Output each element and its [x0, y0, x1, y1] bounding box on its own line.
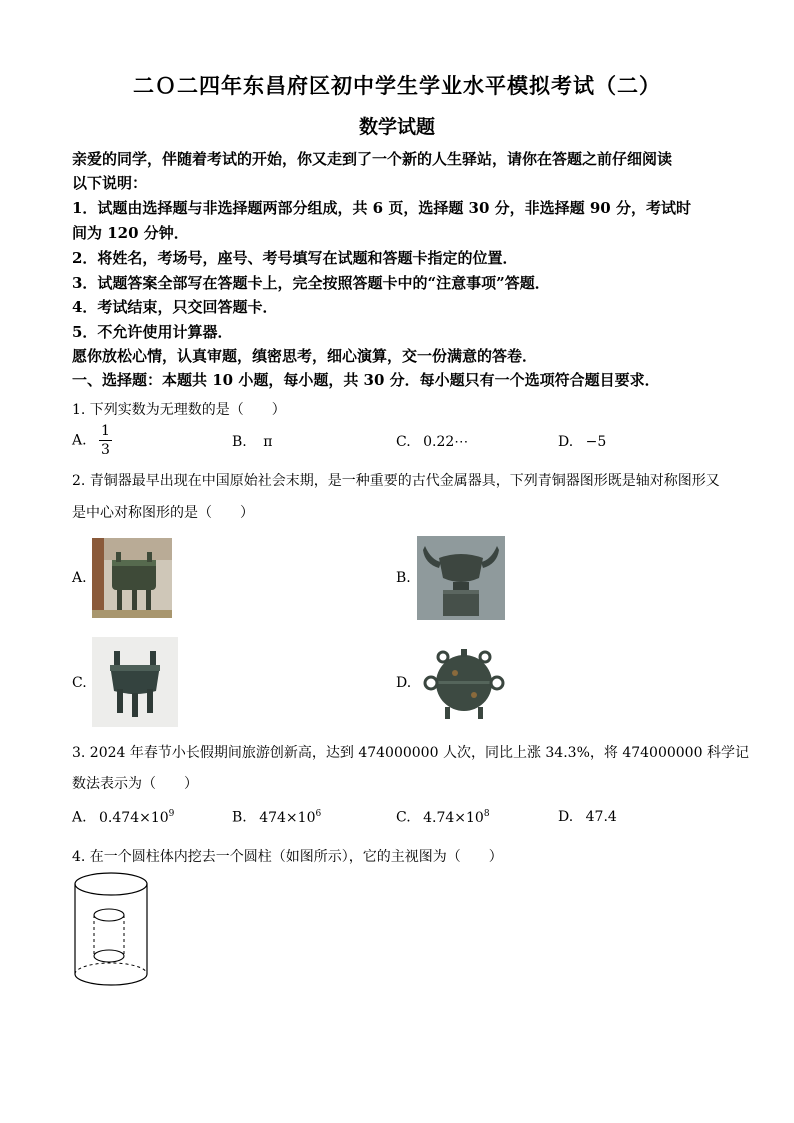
bronze-ding-photo-a [92, 538, 172, 618]
q2-b-label: B. [396, 570, 411, 586]
instruction-1: 1．试题由选择题与非选择题两部分组成，共 6 页，选择题 30 分，非选择题 90 分，考试时 [72, 199, 691, 217]
q1-d-value: −5 [585, 434, 607, 450]
q1-option-a [72, 422, 112, 459]
q3-b-exponent: 6 [315, 809, 322, 819]
q3-d-value: 47.4 [585, 809, 617, 825]
instruction-3: 3．试题答案全部写在答题卡上，完全按照答题卡中的“注意事项”答题． [72, 274, 550, 292]
q3-stem-line-1: 3. 2024 年春节小长假期间旅游创新高，达到 474000000 人次，同比上涨 34.3%，将 474000000 科学记 [72, 745, 749, 761]
q1-a-fraction [99, 422, 112, 459]
q3-option-a [72, 809, 174, 826]
q3-stem-line-2: 数法表示为（ ） [72, 776, 198, 792]
q4-stem: 4. 在一个圆柱体内挖去一个圆柱（如图所示），它的主视图为（ ） [72, 849, 503, 865]
q3-b-base: 474×10 [259, 809, 316, 826]
q3-a-label: A. [72, 809, 87, 826]
instruction-2: 2．将姓名，考场号，座号、考号填写在试题和答题卡指定的位置． [72, 249, 518, 267]
instruction-4: 4．考试结束，只交回答题卡． [72, 298, 278, 316]
q1-option-c [396, 434, 468, 450]
q1-option-b [232, 434, 272, 450]
q1-option-d [558, 434, 606, 450]
q3-a-exponent: 9 [168, 809, 175, 819]
q3-c-exponent: 8 [483, 809, 490, 819]
q3-b-label: B. [232, 809, 247, 826]
q1-a-denominator: 3 [101, 442, 110, 458]
q1-a-numerator: 1 [101, 423, 110, 439]
q2-stem-line-1: 2. 青铜器最早出现在中国原始社会末期，是一种重要的古代金属器具，下列青铜器图形既是轴对称图形又 [72, 473, 720, 489]
q1-d-label: D. [558, 434, 574, 450]
q3-c-base: 4.74×10 [423, 809, 484, 826]
q3-c-label: C. [396, 809, 411, 826]
bronze-dui-photo-d [419, 637, 509, 727]
bronze-vessel-photo-b [417, 536, 505, 620]
wish-text: 愿你放松心情，认真审题，缜密思考，细心演算，交一份满意的答卷． [72, 347, 538, 365]
q1-c-label: C. [396, 434, 411, 450]
q3-option-b [232, 809, 321, 826]
page-subtitle: 数学试题 [358, 116, 435, 138]
q1-stem: 1. 下列实数为无理数的是（ ） [72, 402, 286, 418]
intro-line-1: 亲爱的同学，伴随着考试的开始，你又走到了一个新的人生驿站，请你在答题之前仔细阅读 [72, 150, 673, 168]
q1-b-value: π [263, 434, 273, 450]
page-title: 二Ｏ二四年东昌府区初中学生学业水平模拟考试（二） [133, 73, 661, 98]
section-heading: 一、选择题：本题共 10 小题，每小题，共 30 分．每小题只有一个选项符合题目要求． [72, 371, 660, 389]
q2-c-label: C. [72, 675, 87, 691]
q3-d-label: D. [558, 809, 574, 825]
q3-option-c [396, 809, 490, 826]
q1-c-value: 0.22⋯ [423, 434, 469, 450]
q1-b-label: B. [232, 434, 247, 450]
instruction-5: 5．不允许使用计算器． [72, 323, 233, 341]
q2-a-label: A. [72, 570, 87, 586]
q2-d-label: D. [396, 675, 412, 691]
hollow-cylinder-figure [70, 868, 152, 992]
intro-line-2: 以下说明： [72, 174, 148, 192]
q3-a-base: 0.474×10 [99, 809, 169, 826]
bronze-ding-photo-c [92, 637, 178, 727]
q1-a-label: A. [72, 432, 87, 449]
q2-stem-line-2: 是中心对称图形的是（ ） [72, 505, 254, 521]
q3-option-d [558, 809, 617, 825]
instruction-1-cont: 间为 120 分钟． [72, 224, 189, 242]
